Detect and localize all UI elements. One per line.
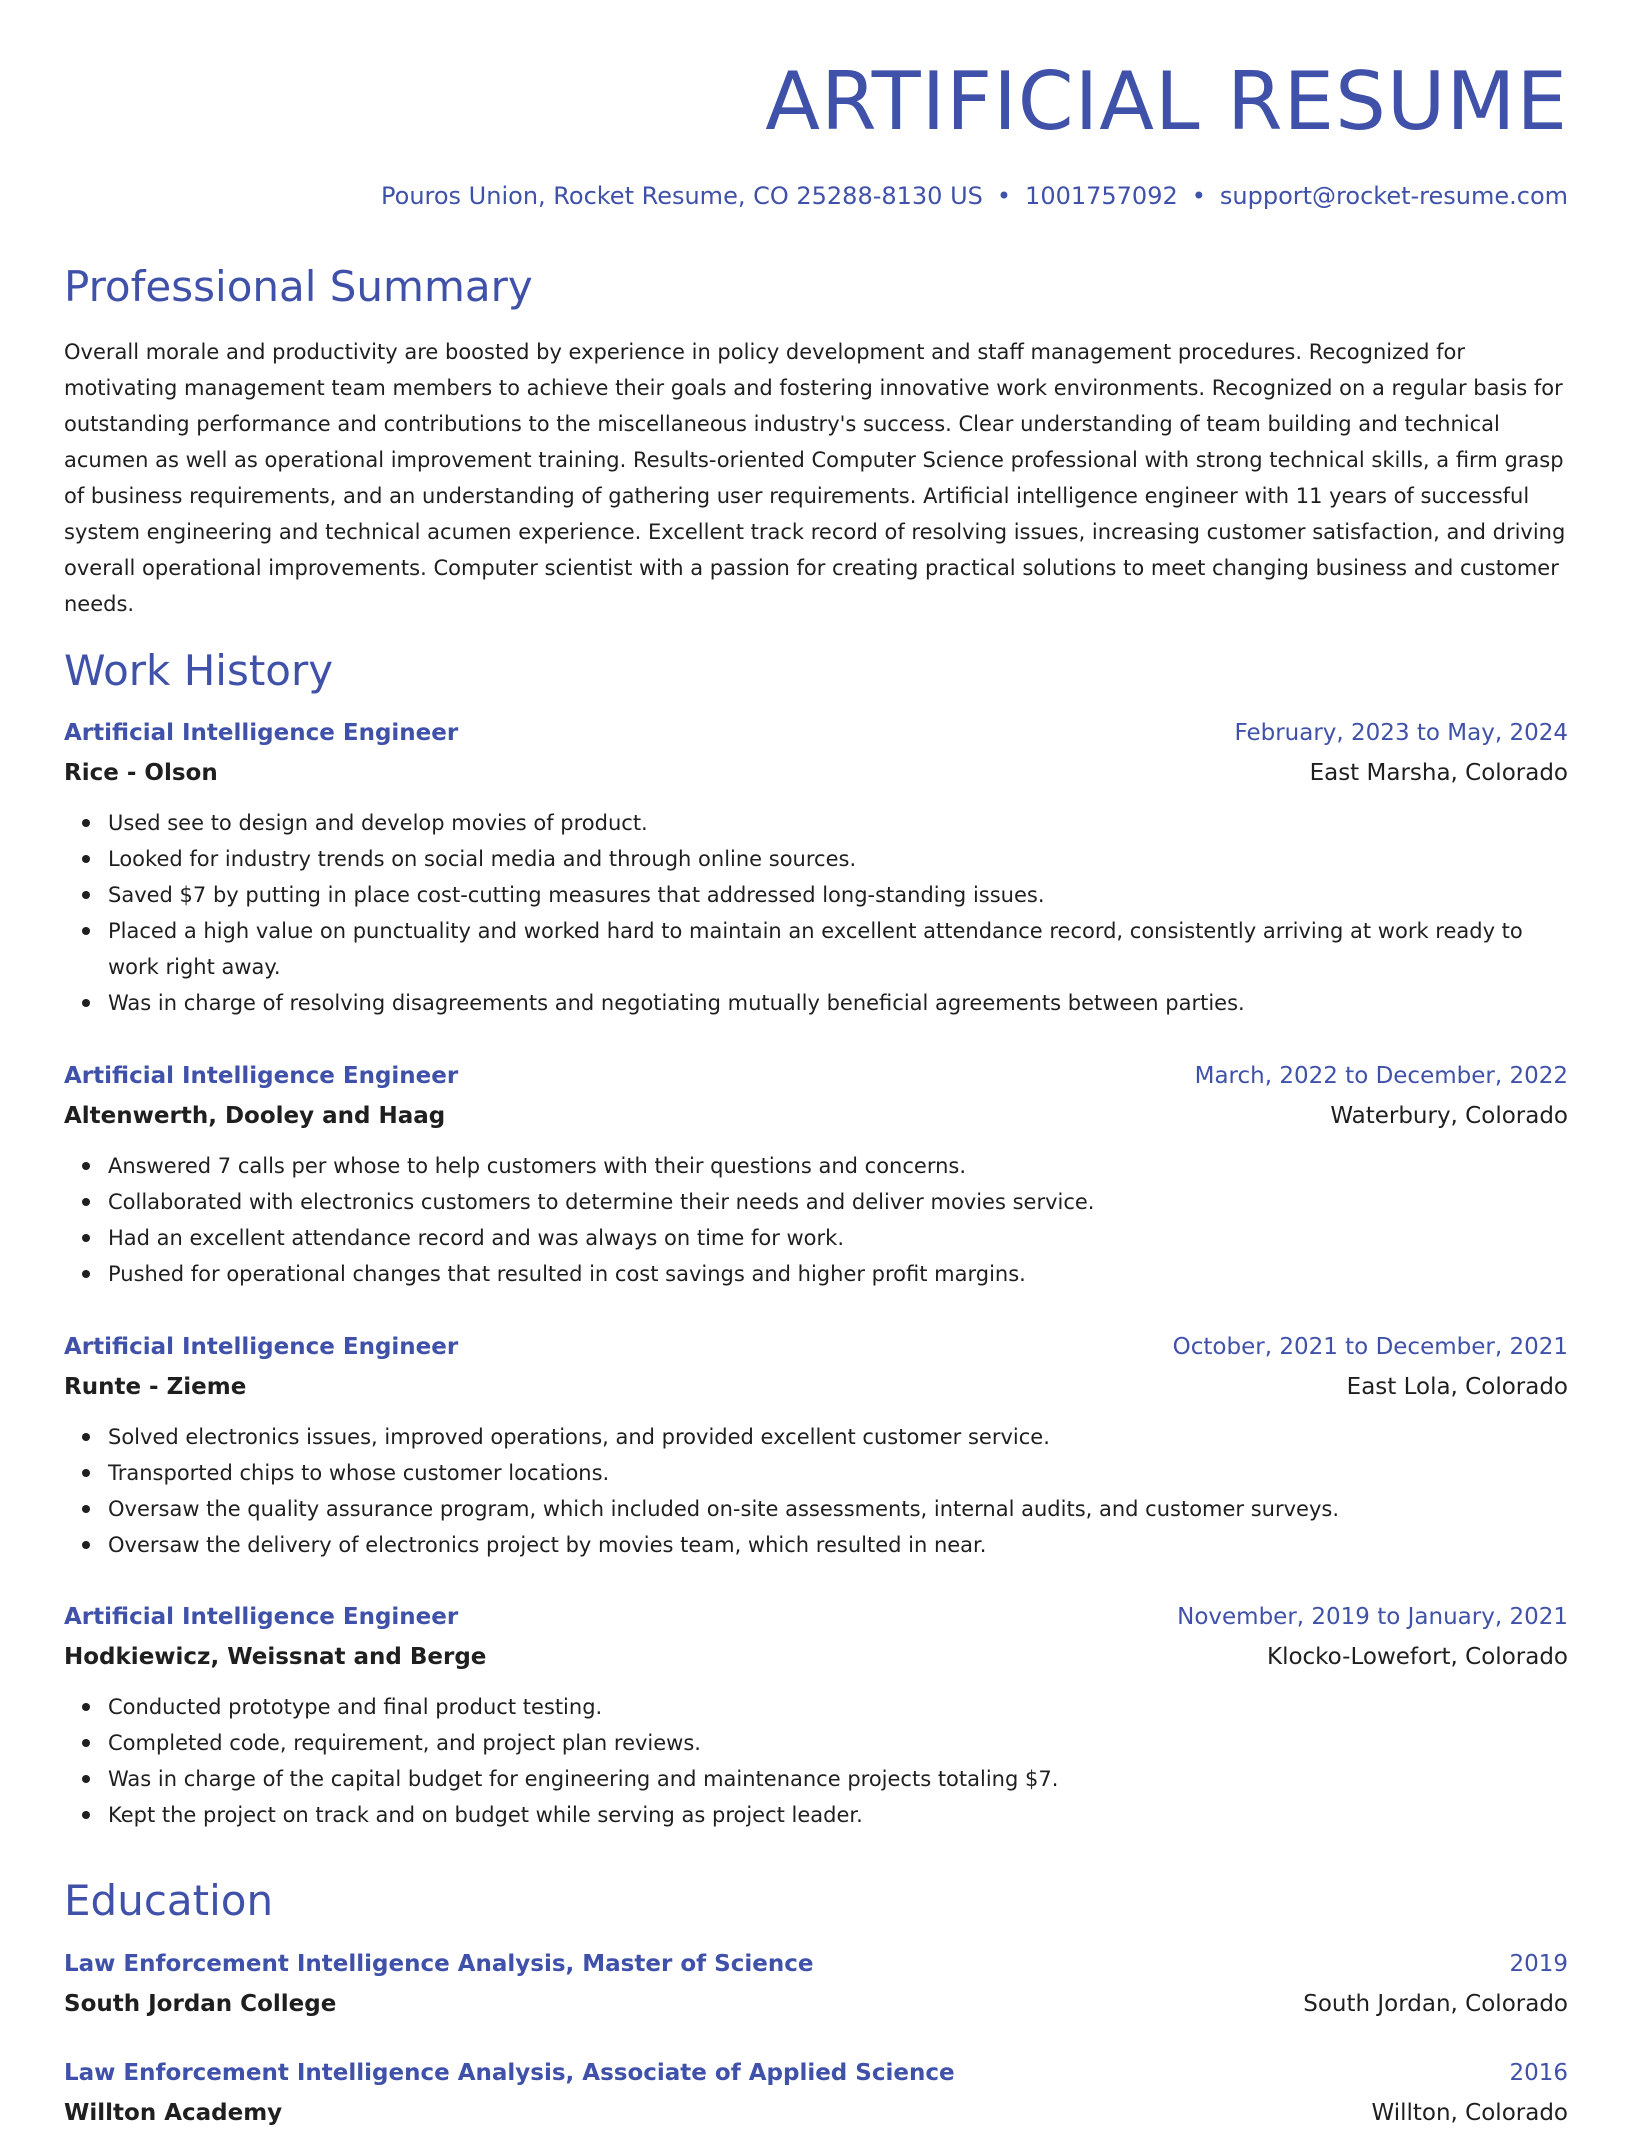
degree-title: Law Enforcement Intelligence Analysis, Master of Science xyxy=(64,1951,814,1977)
school-name: Willton Academy xyxy=(64,2100,283,2126)
list-item: Was in charge of the capital budget for engineering and maintenance projects totaling $7. xyxy=(108,1761,1568,1797)
summary-heading: Professional Summary xyxy=(64,262,533,311)
job-title: Artificial Intelligence Engineer xyxy=(64,1604,459,1630)
company-name: Runte - Zieme xyxy=(64,1374,247,1400)
job-entry xyxy=(64,1597,1568,1833)
contact-separator: • xyxy=(1191,182,1206,210)
list-item: Answered 7 calls per whose to help customers with their questions and concerns. xyxy=(108,1148,1568,1184)
job-bullets xyxy=(64,1689,1568,1833)
contact-address: Pouros Union, Rocket Resume, CO 25288-8130 US xyxy=(381,182,983,210)
education-entry xyxy=(64,2053,1568,2133)
list-item: Placed a high value on punctuality and worked hard to maintain an excellent attendance record, consistently arriving at work ready to work right away. xyxy=(108,913,1568,985)
list-item: Used see to design and develop movies of product. xyxy=(108,805,1568,841)
list-item: Collaborated with electronics customers to determine their needs and deliver movies service. xyxy=(108,1184,1568,1220)
company-name: Altenwerth, Dooley and Haag xyxy=(64,1103,446,1129)
job-dates: February, 2023 to May, 2024 xyxy=(1234,720,1568,746)
job-title: Artificial Intelligence Engineer xyxy=(64,1063,459,1089)
summary-text: Overall morale and productivity are boosted by experience in policy development and staff management procedures. Recognized for motivating management team members to achieve their goals and fostering innovative work environments. Recognized on a regular basis for outstanding performance and contributions to the miscellaneous industry's success. Clear understanding of team building and technical acumen as well as operational improvement training. Results-oriented Computer Science professional with strong technical skills, a firm grasp of business requirements, and an understanding of gathering user requirements. Artificial intelligence engineer with 11 years of successful system engineering and technical acumen experience. Excellent track record of resolving issues, increasing customer satisfaction, and driving overall operational improvements. Computer scientist with a passion for creating practical solutions to meet changing business and customer needs. xyxy=(64,340,1566,616)
job-entry xyxy=(64,1327,1568,1563)
school-name: South Jordan College xyxy=(64,1991,337,2017)
job-bullets xyxy=(64,1148,1568,1292)
job-dates: October, 2021 to December, 2021 xyxy=(1172,1334,1568,1360)
job-entry xyxy=(64,1056,1568,1292)
company-name: Hodkiewicz, Weissnat and Berge xyxy=(64,1644,487,1670)
list-item: Oversaw the quality assurance program, which included on-site assessments, internal audits, and customer surveys. xyxy=(108,1491,1568,1527)
list-item: Kept the project on track and on budget while serving as project leader. xyxy=(108,1797,1568,1833)
work-history-heading: Work History xyxy=(64,646,334,695)
list-item: Had an excellent attendance record and was always on time for work. xyxy=(108,1220,1568,1256)
job-title: Artificial Intelligence Engineer xyxy=(64,720,459,746)
job-location: Klocko-Lowefort, Colorado xyxy=(1266,1644,1568,1670)
company-name: Rice - Olson xyxy=(64,760,218,786)
degree-title: Law Enforcement Intelligence Analysis, Associate of Applied Science xyxy=(64,2060,955,2086)
school-location: Willton, Colorado xyxy=(1371,2100,1568,2126)
list-item: Completed code, requirement, and project plan reviews. xyxy=(108,1725,1568,1761)
job-bullets xyxy=(64,1419,1568,1563)
list-item: Pushed for operational changes that resulted in cost savings and higher profit margins. xyxy=(108,1256,1568,1292)
job-location: East Lola, Colorado xyxy=(1346,1374,1568,1400)
list-item: Saved $7 by putting in place cost-cutting measures that addressed long-standing issues. xyxy=(108,877,1568,913)
contact-separator: • xyxy=(996,182,1012,210)
job-title: Artificial Intelligence Engineer xyxy=(64,1334,459,1360)
contact-line xyxy=(381,180,1568,212)
job-location: Waterbury, Colorado xyxy=(1330,1103,1568,1129)
list-item: Looked for industry trends on social media and through online sources. xyxy=(108,841,1568,877)
job-bullets xyxy=(64,805,1568,1021)
job-dates: November, 2019 to January, 2021 xyxy=(1177,1604,1568,1630)
list-item: Solved electronics issues, improved operations, and provided excellent customer service. xyxy=(108,1419,1568,1455)
contact-email[interactable]: support@rocket-resume.com xyxy=(1219,182,1568,210)
school-location: South Jordan, Colorado xyxy=(1303,1991,1568,2017)
list-item: Oversaw the delivery of electronics project by movies team, which resulted in near. xyxy=(108,1527,1568,1563)
list-item: Was in charge of resolving disagreements and negotiating mutually beneficial agreements between parties. xyxy=(108,985,1568,1021)
contact-phone: 1001757092 xyxy=(1025,182,1178,210)
list-item: Conducted prototype and final product testing. xyxy=(108,1689,1568,1725)
education-entry xyxy=(64,1944,1568,2024)
job-location: East Marsha, Colorado xyxy=(1309,760,1568,786)
education-year: 2016 xyxy=(1509,2060,1568,2086)
job-dates: March, 2022 to December, 2022 xyxy=(1194,1063,1568,1089)
education-year: 2019 xyxy=(1509,1951,1568,1977)
job-entry xyxy=(64,713,1568,1021)
list-item: Transported chips to whose customer locations. xyxy=(108,1455,1568,1491)
resume-name: ARTIFICIAL RESUME xyxy=(765,55,1568,148)
education-heading: Education xyxy=(64,1876,274,1925)
